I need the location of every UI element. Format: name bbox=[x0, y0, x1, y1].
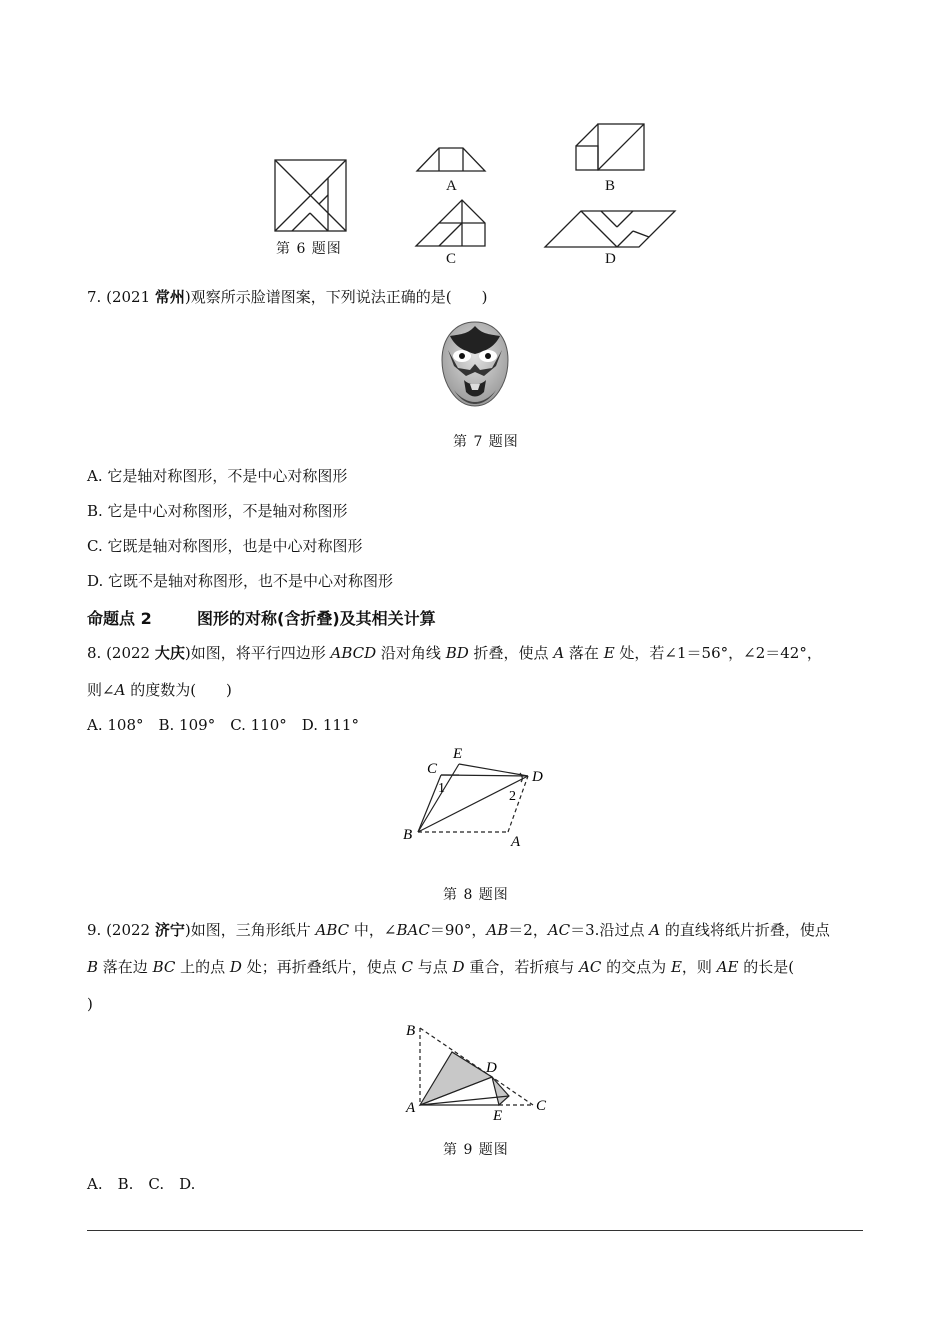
q6-option-c-label: C bbox=[446, 251, 457, 267]
q8-label-e: E bbox=[453, 746, 463, 762]
q7-stem: 7. (2021 常州)观察所示脸谱图案，下列说法正确的是( ) bbox=[87, 288, 488, 306]
footer-rule bbox=[87, 1230, 863, 1231]
q6-option-c-figure bbox=[415, 198, 487, 248]
q8-label-a: A bbox=[511, 834, 521, 850]
q8-stem-line1: 8. (2022 大庆)如图，将平行四边形 ABCD 沿对角线 BD 折叠，使点 A 落在 E 处，若∠1＝56°，∠2＝42°， bbox=[87, 644, 822, 662]
q8-caption: 第 8 题图 bbox=[443, 887, 509, 903]
q9-label-c: C bbox=[536, 1098, 547, 1114]
q6-option-b-label: B bbox=[605, 178, 616, 194]
q8-label-d: D bbox=[532, 769, 543, 785]
q8-parallelogram-figure bbox=[400, 742, 550, 852]
q8-label-c: C bbox=[427, 761, 438, 777]
q6-caption: 第 6 题图 bbox=[276, 241, 342, 257]
q9-caption: 第 9 题图 bbox=[443, 1142, 509, 1158]
q6-option-a-label: A bbox=[446, 178, 457, 194]
q9-stem-line2: B 落在边 BC 上的点 D 处；再折叠纸片，使点 C 与点 D 重合，若折痕与 AC 的交点为 E，则 AE 的长是( bbox=[87, 958, 795, 976]
q9-label-b: B bbox=[406, 1023, 416, 1039]
q9-label-a: A bbox=[406, 1100, 416, 1116]
q7-option-a: A. 它是轴对称图形，不是中心对称图形 bbox=[87, 467, 348, 485]
section-title: 图形的对称(含折叠)及其相关计算 bbox=[197, 609, 436, 628]
q6-main-figure bbox=[274, 159, 348, 233]
q9-stem-line3: ) bbox=[87, 995, 93, 1013]
q8-options: A. 108° B. 109° C. 110° D. 111° bbox=[87, 716, 359, 734]
q9-label-e: E bbox=[493, 1108, 503, 1124]
q7-option-b: B. 它是中心对称图形，不是轴对称图形 bbox=[87, 502, 348, 520]
q7-opera-mask-figure bbox=[440, 320, 510, 408]
q6-option-a-figure bbox=[416, 147, 486, 173]
q9-triangle-figure bbox=[402, 1020, 552, 1125]
q9-options: A. B. C. D. bbox=[87, 1175, 196, 1193]
q6-option-d-figure bbox=[544, 210, 676, 248]
q7-option-c: C. 它既是轴对称图形，也是中心对称图形 bbox=[87, 537, 363, 555]
section-label: 命题点 2 bbox=[87, 609, 152, 628]
q6-option-b-figure bbox=[575, 123, 647, 171]
q8-label-b: B bbox=[403, 827, 413, 843]
q9-label-d: D bbox=[486, 1060, 497, 1076]
q7-caption: 第 7 题图 bbox=[453, 434, 519, 450]
q8-label-angle2: 2 bbox=[509, 789, 516, 804]
q8-label-angle1: 1 bbox=[438, 781, 445, 796]
q6-option-d-label: D bbox=[605, 251, 616, 267]
q8-stem-line2: 则∠A 的度数为( ) bbox=[87, 681, 232, 699]
q7-option-d: D. 它既不是轴对称图形，也不是中心对称图形 bbox=[87, 572, 394, 590]
q9-stem-line1: 9. (2022 济宁)如图，三角形纸片 ABC 中，∠BAC＝90°，AB＝2，AC＝3.沿过点 A 的直线将纸片折叠，使点 bbox=[87, 921, 830, 939]
